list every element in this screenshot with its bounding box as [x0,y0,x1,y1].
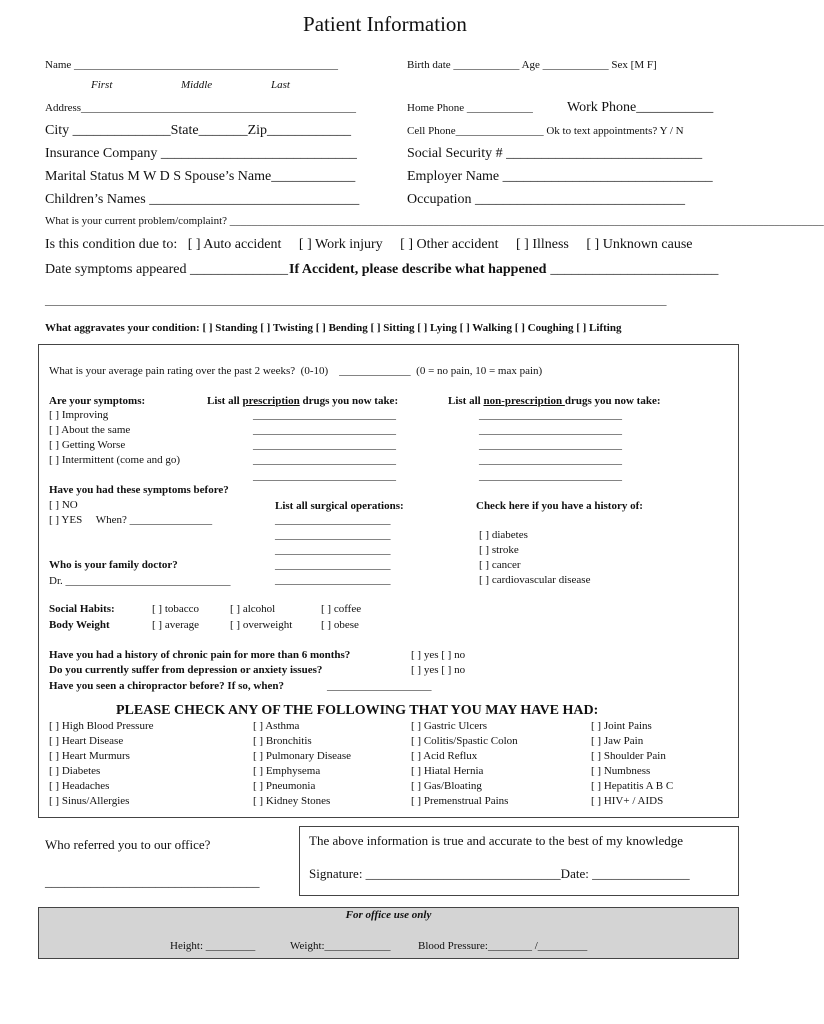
body-weight-label: Body Weight [49,619,110,631]
chronic-pain-yes-no[interactable]: [ ] yes [ ] no [411,649,466,661]
home-phone-field[interactable]: Home Phone ____________ [407,102,533,114]
condition-option[interactable]: [ ] Kidney Stones [253,795,331,807]
symptom-option[interactable]: [ ] Improving [49,409,109,421]
condition-option[interactable]: [ ] High Blood Pressure [49,720,154,732]
complaint-field[interactable]: What is your current problem/complaint? ____________________________________________________________________________________________________________ [45,215,824,227]
accident-description-line[interactable]: _________________________________________________________________________________________________________________ [45,295,667,307]
symptoms-before-heading: Have you had these symptoms before? [49,484,229,496]
coffee-option[interactable]: [ ] coffee [321,603,362,615]
attestation-text: The above information is true and accurate to the best of my knowledge [309,833,683,848]
depression-yes-no[interactable]: [ ] yes [ ] no [411,664,466,676]
condition-option[interactable]: [ ] Gas/Bloating [411,780,482,792]
social-habits-label: Social Habits: [49,603,115,615]
condition-option[interactable]: [ ] Pneumonia [253,780,316,792]
birth-age-sex-field[interactable]: Birth date ____________ Age ____________ Sex [M F] [407,59,657,71]
condition-option[interactable]: [ ] Joint Pains [591,720,652,732]
if-accident-field[interactable]: : ________________________ [543,262,719,277]
prescription-line[interactable]: __________________________ [253,424,396,436]
condition-option[interactable]: [ ] Premenstrual Pains [411,795,509,807]
condition-option[interactable]: [ ] Colitis/Spastic Colon [411,735,518,747]
insurance-field[interactable]: Insurance Company ____________________________ [45,146,357,161]
symptom-option[interactable]: [ ] About the same [49,424,131,436]
symptoms-before-no[interactable]: [ ] NO [49,499,78,511]
surgical-line[interactable]: _____________________ [275,514,391,526]
history-option[interactable]: [ ] cancer [479,559,521,571]
depression-question: Do you currently suffer from depression or anxiety issues? [49,664,323,676]
date-symptoms-field[interactable]: Date symptoms appeared ______________ [45,262,289,277]
employer-field[interactable]: Employer Name ______________________________ [407,169,713,184]
office-use-heading: For office use only [345,909,432,921]
history-option[interactable]: [ ] diabetes [479,529,528,541]
non-prescription-heading: List all non-prescription drugs you now take: [448,395,661,407]
blood-pressure-field[interactable]: Blood Pressure:________ /_________ [418,940,588,952]
history-option[interactable]: [ ] cardiovascular disease [479,574,591,586]
signature-date-field[interactable]: Signature: ______________________________Date: _______________ [309,866,690,881]
condition-option[interactable]: [ ] Bronchitis [253,735,312,747]
marital-status-field[interactable]: Marital Status M W D S Spouse’s Name____________ [45,169,356,184]
overweight-option[interactable]: [ ] overweight [230,619,293,631]
surgical-heading: List all surgical operations: [275,500,404,512]
condition-option[interactable]: [ ] HIV+ / AIDS [591,795,664,807]
condition-option[interactable]: [ ] Diabetes [49,765,101,777]
condition-option[interactable]: [ ] Hiatal Hernia [411,765,484,777]
prescription-line[interactable]: __________________________ [253,470,396,482]
average-option[interactable]: [ ] average [152,619,200,631]
last-label: Last [271,79,290,91]
condition-option[interactable]: [ ] Gastric Ulcers [411,720,488,732]
symptom-option[interactable]: [ ] Getting Worse [49,439,126,451]
condition-option[interactable]: [ ] Shoulder Pain [591,750,666,762]
referred-field[interactable]: _________________________________ [45,874,260,889]
weight-field[interactable]: Weight:____________ [290,940,391,952]
condition-option[interactable]: [ ] Heart Disease [49,735,124,747]
obese-option[interactable]: [ ] obese [321,619,359,631]
symptom-option[interactable]: [ ] Intermittent (come and go) [49,454,181,466]
work-phone-field[interactable]: Work Phone___________ [567,100,714,115]
condition-option[interactable]: [ ] Sinus/Allergies [49,795,130,807]
pain-rating-field[interactable]: What is your average pain rating over the past 2 weeks? (0-10) _____________ (0 = no pain, 10 = max pain) [49,365,543,377]
condition-option[interactable]: [ ] Heart Murmurs [49,750,130,762]
prescription-line[interactable]: __________________________ [253,454,396,466]
history-heading: Check here if you have a history of: [476,500,643,512]
condition-option[interactable]: [ ] Emphysema [253,765,321,777]
prescription-heading: List all prescription drugs you now take: [207,395,399,407]
family-doctor-heading: Who is your family doctor? [49,559,178,571]
chronic-pain-question: Have you had a history of chronic pain for more than 6 months? [49,649,351,661]
non-prescription-line[interactable]: __________________________ [479,409,622,421]
surgical-line[interactable]: _____________________ [275,544,391,556]
name-field[interactable]: Name ________________________________________________ [45,59,339,71]
symptoms-heading: Are your symptoms: [49,395,146,407]
condition-option[interactable]: [ ] Numbness [591,765,651,777]
aggravates-options[interactable]: What aggravates your condition: [ ] Standing [ ] Twisting [ ] Bending [ ] Sitting [ ] Lying [ ] Walking [ ] Coughing [ ] Lifting [45,322,622,334]
non-prescription-line[interactable]: __________________________ [479,454,622,466]
occupation-field[interactable]: Occupation ______________________________ [407,192,686,207]
address-field[interactable]: Address__________________________________________________ [45,102,357,114]
city-state-zip-field[interactable]: City ______________State_______Zip____________ [45,123,352,138]
alcohol-option[interactable]: [ ] alcohol [230,603,276,615]
symptoms-before-yes[interactable]: [ ] YES When? _______________ [49,514,213,526]
if-accident-label: If Accident, please describe what happened [289,262,547,277]
surgical-line[interactable]: _____________________ [275,559,391,571]
chiropractor-field[interactable]: ___________________ [327,680,432,692]
tobacco-option[interactable]: [ ] tobacco [152,603,200,615]
social-security-field[interactable]: Social Security # ____________________________ [407,146,703,161]
conditions-heading: PLEASE CHECK ANY OF THE FOLLOWING THAT YOU MAY HAVE HAD: [116,703,599,718]
height-field[interactable]: Height: _________ [170,940,256,952]
condition-option[interactable]: [ ] Pulmonary Disease [253,750,352,762]
middle-label: Middle [181,79,213,91]
condition-due-options[interactable]: Is this condition due to: [ ] Auto accident [ ] Work injury [ ] Other accident [ ] Illness [ ] Unknown cause [45,237,693,252]
referred-label: Who referred you to our office? [45,837,211,852]
first-label: First [91,79,113,91]
page-title: Patient Information [303,12,467,36]
surgical-line[interactable]: _____________________ [275,529,391,541]
non-prescription-line[interactable]: __________________________ [479,424,622,436]
non-prescription-line[interactable]: __________________________ [479,470,622,482]
condition-option[interactable]: [ ] Hepatitis A B C [591,780,674,792]
non-prescription-line[interactable]: __________________________ [479,439,622,451]
childrens-names-field[interactable]: Children’s Names ______________________________ [45,192,360,207]
surgical-line[interactable]: _____________________ [275,574,391,586]
condition-option[interactable]: [ ] Jaw Pain [591,735,644,747]
condition-option[interactable]: [ ] Acid Reflux [411,750,478,762]
family-doctor-field[interactable]: Dr. ______________________________ [49,575,231,587]
condition-option[interactable]: [ ] Headaches [49,780,110,792]
cell-phone-field[interactable]: Cell Phone________________ Ok to text appointments? Y / N [407,125,684,137]
prescription-line[interactable]: __________________________ [253,409,396,421]
prescription-line[interactable]: __________________________ [253,439,396,451]
history-option[interactable]: [ ] stroke [479,544,519,556]
condition-option[interactable]: [ ] Asthma [253,720,300,732]
chiropractor-question: Have you seen a chiropractor before? If so, when? [49,680,284,692]
